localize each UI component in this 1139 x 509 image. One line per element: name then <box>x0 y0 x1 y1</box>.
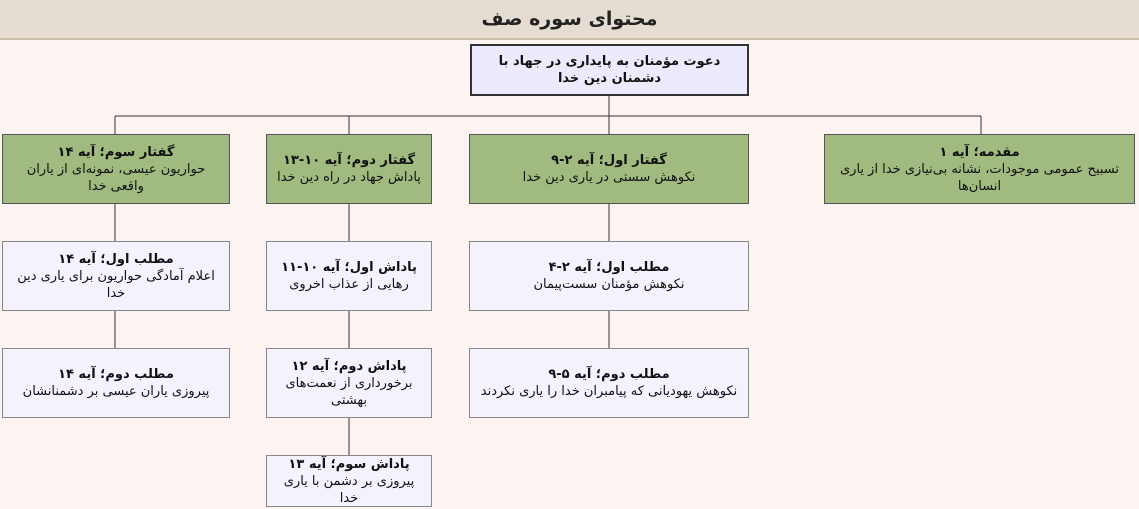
second-child-2-desc: برخورداری از نعمت‌های بهشتی <box>285 375 413 408</box>
section-first-desc: نکوهش سستی در یاری دین خدا <box>522 170 696 185</box>
second-child-1-title: پاداش اول؛ آیه ۱۰-۱۱ <box>281 260 417 275</box>
section-second-desc: پاداش جهاد در راه دین خدا <box>277 170 421 185</box>
first-child-1-title: مطلب اول؛ آیه ۲-۴ <box>548 260 670 275</box>
third-child-1 <box>2 241 230 311</box>
section-third-title: گفتار سوم؛ آیه ۱۴ <box>57 144 175 160</box>
root-text: دعوت مؤمنان به پایداری در جهاد با دشمنان دین خدا <box>498 54 721 86</box>
first-child-1-desc: نکوهش مؤمنان سست‌پیمان <box>533 277 685 292</box>
second-child-3-title: پاداش سوم؛ آیه ۱۳ <box>288 456 410 472</box>
section-second-title: گفتار دوم؛ آیه ۱۰-۱۳ <box>282 153 416 168</box>
second-child-3 <box>266 455 432 507</box>
first-child-1 <box>469 241 749 311</box>
section-second <box>266 134 432 204</box>
section-third <box>2 134 230 204</box>
first-child-2 <box>469 348 749 418</box>
second-child-2 <box>266 348 432 418</box>
third-child-1-desc: اعلام آمادگی حواریون برای یاری دین خدا <box>17 268 215 301</box>
first-child-2-desc: نکوهش یهودیانی که پیامبران خدا را یاری نکردند <box>480 384 738 399</box>
second-child-2-title: پاداش دوم؛ آیه ۱۲ <box>291 358 407 374</box>
second-child-1 <box>266 241 432 311</box>
section-third-desc: حواریون عیسی، نمونه‌ای از یاران واقعی خدا <box>26 161 206 194</box>
section-first-title: گفتار اول؛ آیه ۲-۹ <box>551 153 667 168</box>
section-intro-desc: تسبیح عمومی موجودات، نشانه بی‌نیازی خدا از یاری انسان‌ها <box>840 161 1119 194</box>
section-intro-title: مقدمه؛ آیه ۱ <box>939 144 1020 160</box>
second-child-3-desc: پیروزی بر دشمن با یاری خدا <box>283 473 415 506</box>
first-child-2-title: مطلب دوم؛ آیه ۵-۹ <box>548 367 670 382</box>
third-child-2-desc: پیروزی یاران عیسی بر دشمنانشان <box>22 384 210 399</box>
second-child-1-desc: رهایی از عذاب اخروی <box>289 277 409 292</box>
third-child-2-title: مطلب دوم؛ آیه ۱۴ <box>58 367 174 382</box>
root-node <box>470 44 749 96</box>
third-child-1-title: مطلب اول؛ آیه ۱۴ <box>58 251 174 267</box>
third-child-2 <box>2 348 230 418</box>
diagram-title: محتوای سوره صف <box>0 0 1139 40</box>
section-intro <box>824 134 1135 204</box>
section-first <box>469 134 749 204</box>
